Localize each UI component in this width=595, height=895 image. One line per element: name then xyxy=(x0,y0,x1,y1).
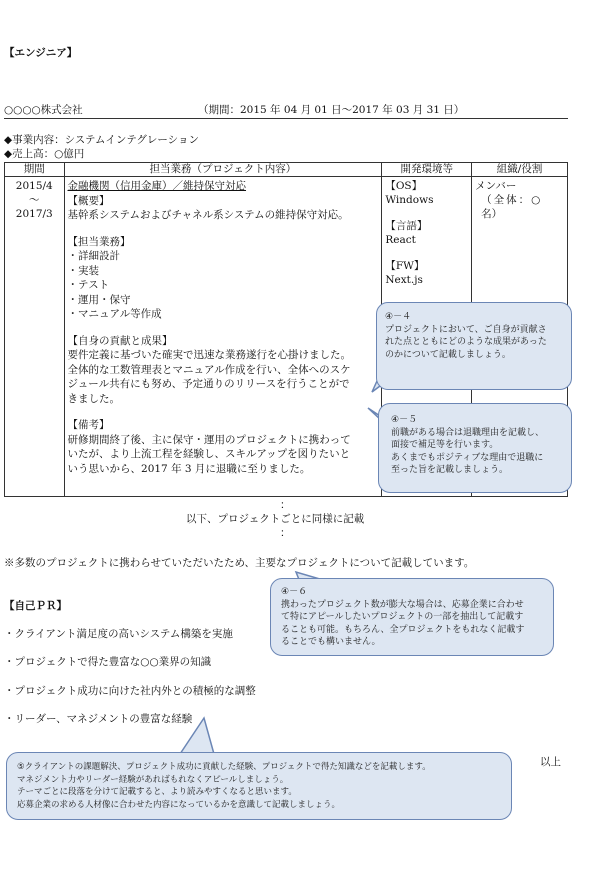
remarks-line: いう思いから、2017 年 3 月に退職に至りました。 xyxy=(67,462,311,475)
contrib-line: 全体的な工数管理表とマニュアル作成を行い、全体へのスケ xyxy=(67,363,351,376)
pr-item: ・プロジェクトで得た豊富な○○業界の知識 xyxy=(4,656,212,668)
task-item: ・マニュアル等作成 xyxy=(67,308,162,320)
org-role: メンバー xyxy=(475,180,517,192)
callout-line: ることでも構いません。 xyxy=(281,637,381,647)
header-env: 開発環境等 xyxy=(382,163,472,177)
continue-text: 以下、プロジェクトごとに同様に記載 xyxy=(186,513,365,525)
header-org: 組織/役割 xyxy=(472,163,568,177)
callout-line: 前職がある場合は退職理由を記載し、 xyxy=(391,427,545,438)
contrib-line: ジュール共有にも努め、予定通りのリリースを行うことがで xyxy=(67,378,350,390)
contrib-line: 要件定義に基づいた確実で迅速な業務遂行を心掛けました。 xyxy=(67,349,352,361)
period-tilde: ～ xyxy=(29,194,40,206)
org-total-1: （全体：○ xyxy=(481,194,543,206)
tasks-label: 【担当業務】 xyxy=(67,235,131,248)
callout-line: 面接で補足等を行います。 xyxy=(391,440,499,450)
pr-item: ・プロジェクト成功に向けた社内外との積極的な調整 xyxy=(4,685,256,697)
remarks-line: いたが、より上流工程を経験し、スキルアップを図りたいと xyxy=(67,448,351,460)
period-start: 2015/4 xyxy=(15,180,53,192)
callout-title: ④－６ xyxy=(281,587,308,597)
pr-item: ・リーダー、マネジメントの豊富な経験 xyxy=(4,713,193,725)
company-name: ○○○○株式会社 xyxy=(4,104,83,116)
period-end: 2017/3 xyxy=(15,208,53,220)
overview-label: 【概要】 xyxy=(67,194,110,207)
vertical-dots-bottom: ： xyxy=(280,527,291,539)
callout-5 xyxy=(6,752,512,820)
task-item: ・詳細設計 xyxy=(67,250,121,262)
org-total-2: 名） xyxy=(481,208,503,220)
callout-line: のかについて記載しましょう。 xyxy=(385,349,511,360)
callout-line: ることも可能。もちろん、全プロジェクトをもれなく記載す xyxy=(281,624,525,635)
callout-line: れた点とともにどのような成果があった xyxy=(385,337,547,347)
env-os-label: 【OS】 xyxy=(385,180,423,192)
task-item: ・テスト xyxy=(67,279,110,291)
callout-4-4 xyxy=(376,302,572,390)
employment-period: （期間：2015 年 04 月 01 日～2017 年 03 月 31 日） xyxy=(198,104,465,116)
callout-line: ⑤クライアントの課題解決、プロジェクト成功に貢献した経験、プロジェクトで得た知識などを記載します。 xyxy=(17,762,431,772)
callout-line: プロジェクトにおいて、ご自身が貢献さ xyxy=(385,324,547,335)
callout-4-5 xyxy=(378,403,572,493)
role-heading: 【エンジニア】 xyxy=(4,47,78,59)
vertical-dots-top: ： xyxy=(280,499,291,511)
env-lang: React xyxy=(385,234,416,246)
env-lang-label: 【言語】 xyxy=(385,220,428,232)
callout-line: テーマごとに段落を分けて記載すると、より読みやすくなると思います。 xyxy=(17,787,297,797)
callout-title: ④－４ xyxy=(385,312,412,322)
callout-line: マネジメント力やリーダー経験があればもれなくアピールしましょう。 xyxy=(17,774,289,785)
callout-line: て特にアピールしたいプロジェクトの一部を抽出して記載す xyxy=(281,612,524,622)
sales-amount: ◆売上高：○億円 xyxy=(4,148,85,160)
many-projects-note: ※多数のプロジェクトに携わらせていただいたため、主要なプロジェクトについて記載しています。 xyxy=(4,557,475,569)
callout-line: あくまでもポジティブな理由で退職に xyxy=(391,452,544,463)
ijou-closing: 以上 xyxy=(540,756,561,768)
task-item: ・運用・保守 xyxy=(67,293,131,306)
contrib-label: 【自身の貢献と成果】 xyxy=(67,334,173,347)
pr-heading: 【自己ＰＲ】 xyxy=(4,600,67,612)
callout-line: 応募企業の求める人材像に合わせた内容になっているかを意識して記載しましょう。 xyxy=(17,799,341,810)
env-fw-label: 【FW】 xyxy=(385,260,425,272)
callout-title: ④－５ xyxy=(391,415,418,425)
contrib-line: きました。 xyxy=(67,392,121,405)
overview-text: 基幹系システムおよびチャネル系システムの維持保守対応。 xyxy=(67,209,349,221)
business-content: ◆事業内容：システムインテグレーション xyxy=(4,134,199,146)
project-title: 金融機関（信用金庫）／維持保守対応 xyxy=(67,180,247,192)
header-task: 担当業務（プロジェクト内容） xyxy=(64,163,382,177)
remarks-label: 【備考】 xyxy=(67,419,110,431)
remarks-line: 研修期間終了後、主に保守・運用のプロジェクトに携わって xyxy=(67,433,351,446)
task-item: ・実装 xyxy=(67,264,100,277)
env-fw: Next.js xyxy=(385,274,423,286)
callout-4-6 xyxy=(270,578,554,656)
header-period: 期間 xyxy=(5,163,65,177)
callout-line: 携わったプロジェクト数が膨大な場合は、応募企業に合わせ xyxy=(281,599,524,610)
env-os: Windows xyxy=(385,194,434,206)
pr-item: ・クライアント満足度の高いシステム構築を実施 xyxy=(4,628,233,640)
callout-line: 至った旨を記載しましょう。 xyxy=(391,465,509,475)
